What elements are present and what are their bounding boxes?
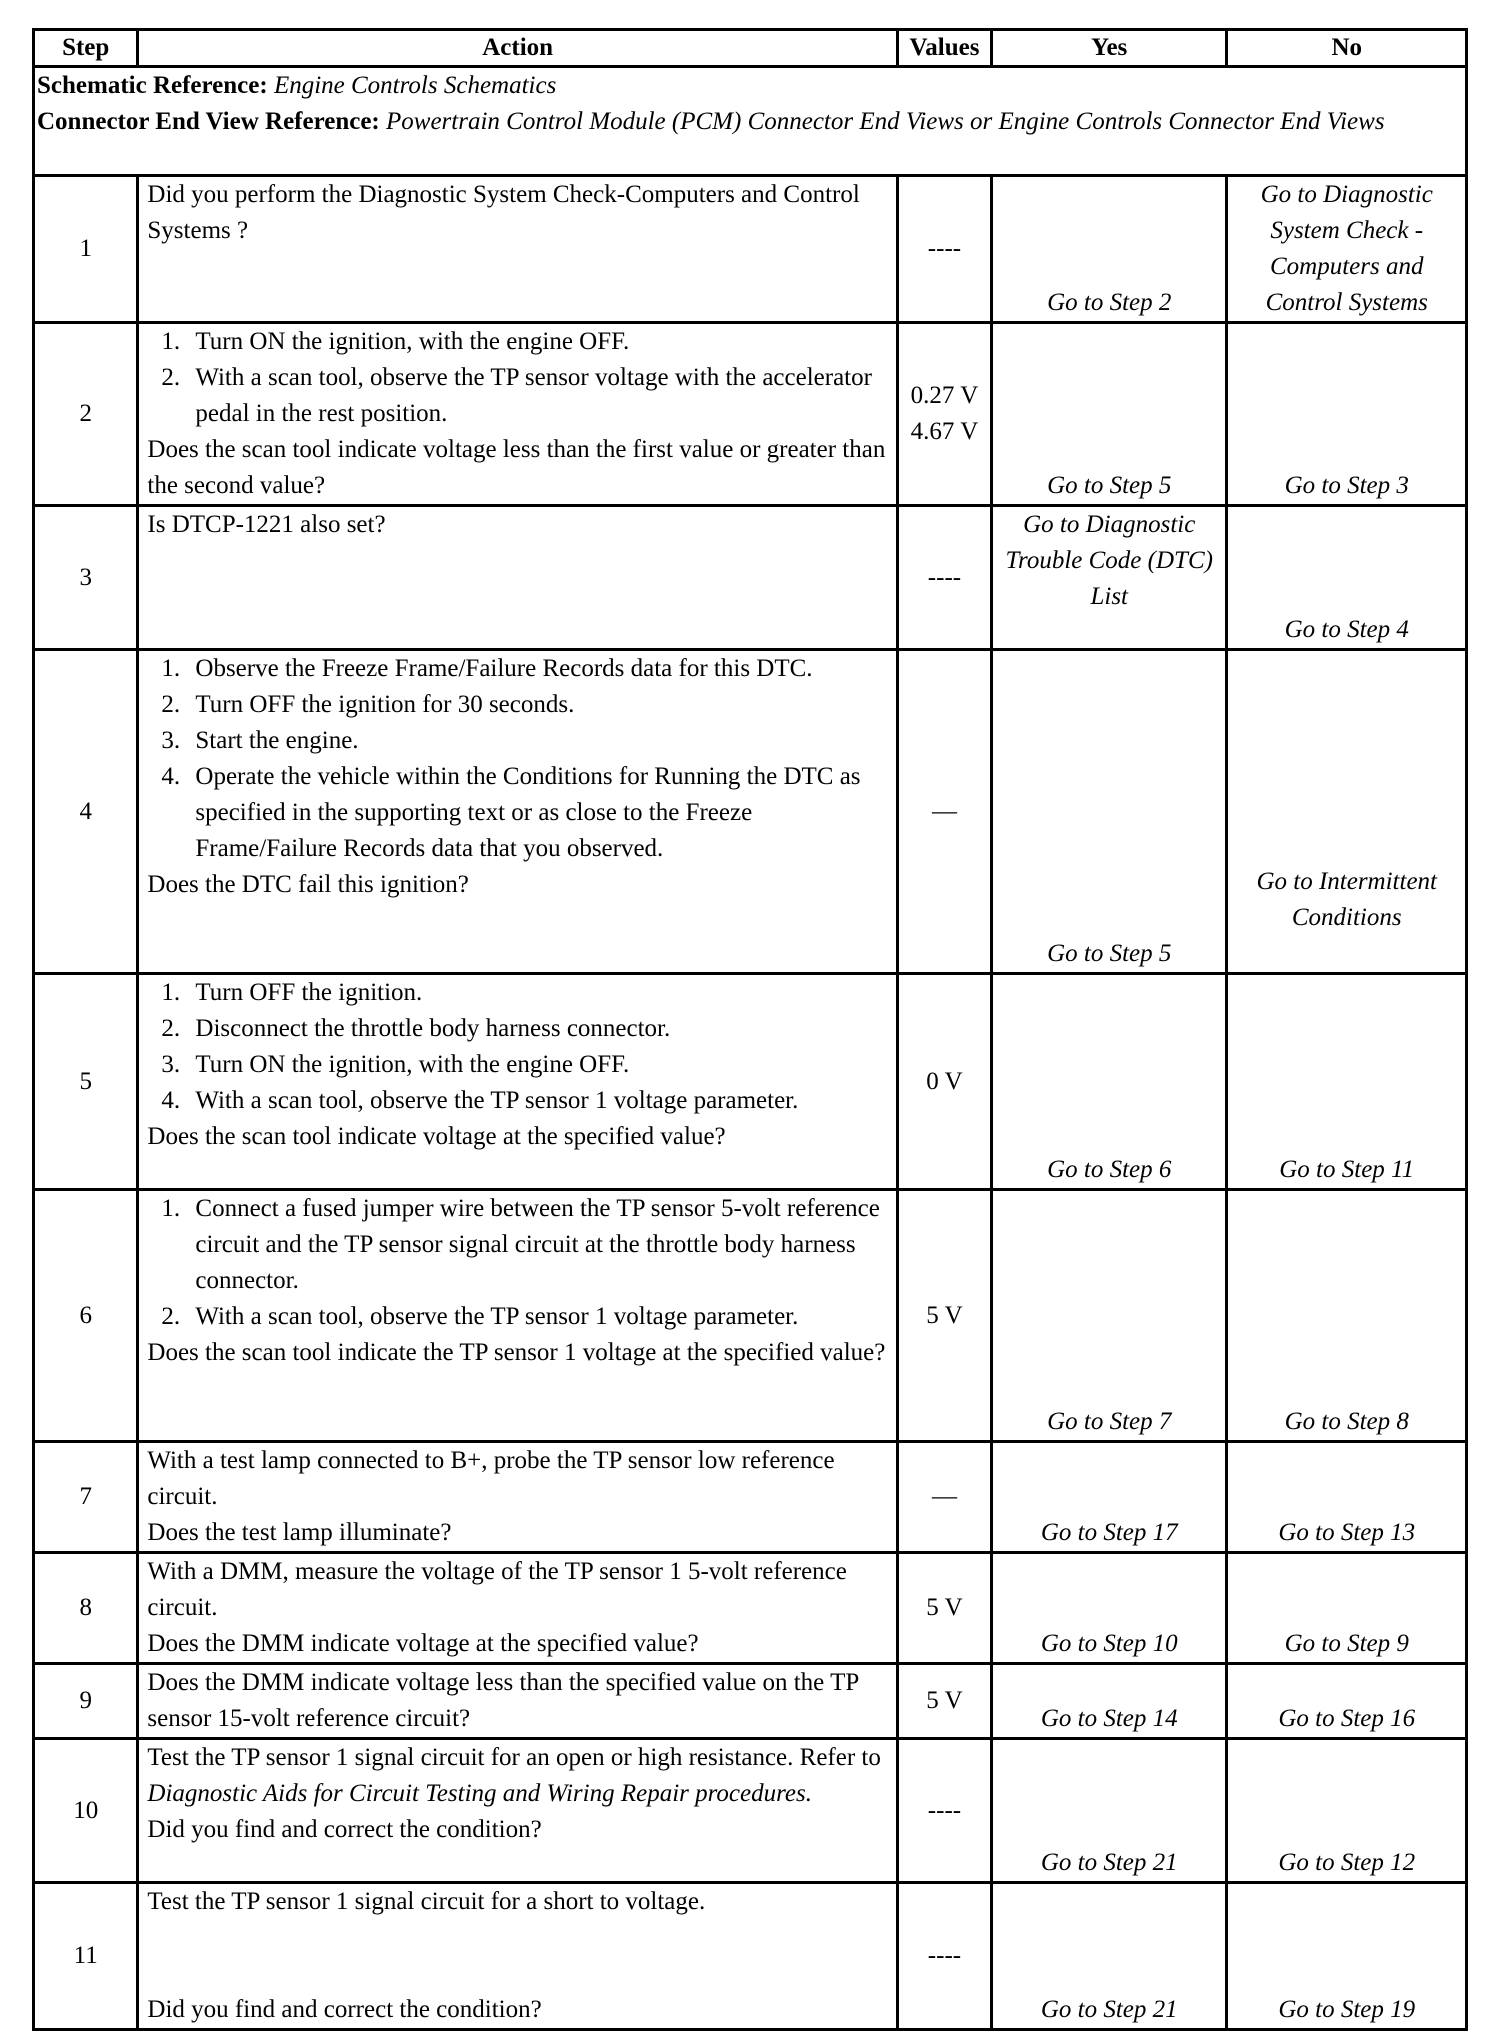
list-item: 3. Start the engine. [161,727,359,754]
no-link[interactable]: Go to Step 19 [1227,1883,1467,2030]
action-question: Does the DMM indicate voltage at the specified value? [147,1630,699,1657]
table-row [34,974,1467,1190]
action-text: With a DMM, measure the voltage of the TP sensor 1 5-volt reference circuit. [147,1558,847,1621]
step-number: 11 [34,1883,138,2030]
table-row [34,506,1467,650]
no-link[interactable]: Go to Step 9 [1227,1553,1467,1664]
table-row [34,323,1467,506]
action-text: Test the TP sensor 1 signal circuit for an open or high resistance. Refer to Diagnostic Aids for Circuit Testing and Wiring Repair procedures. [147,1744,881,1807]
values-cell: — [897,1442,991,1553]
action-text: Test the TP sensor 1 signal circuit for a short to voltage. [147,1888,706,1915]
step-number: 4 [34,650,138,974]
diagnostic-table [32,28,1468,2031]
action-question: Did you find and correct the condition? [147,1816,542,1843]
header-no: No [1227,30,1467,67]
step-number: 2 [34,323,138,506]
list-item: 2. With a scan tool, observe the TP sensor 1 voltage parameter. [161,1303,799,1330]
yes-link[interactable]: Go to Step 5 [992,323,1227,506]
action-question: Does the scan tool indicate voltage less than the first value or greater than the second value? [147,436,886,499]
no-link[interactable]: Go to Intermittent Conditions [1227,650,1467,974]
list-item: 2. With a scan tool, observe the TP sensor voltage with the accelerator pedal in the rest position. [161,364,872,427]
header-values: Values [897,30,991,67]
yes-link[interactable]: Go to Step 21 [992,1883,1227,2030]
step-number: 7 [34,1442,138,1553]
action-text: With a test lamp connected to B+, probe the TP sensor low reference circuit. [147,1447,835,1510]
action-text: Is DTCP-1221 also set? [147,511,386,538]
table-row [34,1190,1467,1442]
step-number: 9 [34,1664,138,1739]
no-link[interactable]: Go to Diagnostic System Check - Computers and Control Systems [1227,176,1467,323]
action-steps [147,651,887,867]
action-steps [147,975,887,1119]
table-row [34,1739,1467,1883]
reference-row [34,67,1467,176]
no-link[interactable]: Go to Step 16 [1227,1664,1467,1739]
diagnostic-table-document [32,28,1468,2031]
reference-cell [34,67,1467,176]
action-cell [138,1190,897,1442]
step-number: 1 [34,176,138,323]
values-cell: ---- [897,176,991,323]
list-item: 3. Turn ON the ignition, with the engine OFF. [161,1051,630,1078]
yes-link[interactable]: Go to Diagnostic Trouble Code (DTC) List [992,506,1227,650]
table-row [34,650,1467,974]
step-number: 5 [34,974,138,1190]
header-action: Action [138,30,897,67]
no-link[interactable]: Go to Step 4 [1227,506,1467,650]
list-item: 1. Connect a fused jumper wire between the TP sensor 5-volt reference circuit and the TP sensor signal circuit at the throttle body harness connector. [161,1195,880,1294]
yes-link[interactable]: Go to Step 21 [992,1739,1227,1883]
table-row [34,1883,1467,2030]
yes-link[interactable]: Go to Step 14 [992,1664,1227,1739]
no-link[interactable]: Go to Step 8 [1227,1190,1467,1442]
action-cell [138,1553,897,1664]
step-number: 6 [34,1190,138,1442]
list-item: 4. Operate the vehicle within the Conditions for Running the DTC as specified in the supporting text or as close to the Freeze Frame/Failure Records data that you observed. [161,763,861,862]
table-row [34,1664,1467,1739]
action-question: Does the scan tool indicate voltage at the specified value? [147,1123,726,1150]
action-cell [138,506,897,650]
action-question: Does the DTC fail this ignition? [147,871,469,898]
step-number: 3 [34,506,138,650]
list-item: 4. With a scan tool, observe the TP sensor 1 voltage parameter. [161,1087,799,1114]
action-cell [138,974,897,1190]
yes-link[interactable]: Go to Step 7 [992,1190,1227,1442]
action-question: Does the scan tool indicate the TP sensor 1 voltage at the specified value? [147,1339,886,1366]
list-item: 2. Disconnect the throttle body harness connector. [161,1015,671,1042]
values-cell: 5 V [897,1190,991,1442]
connector-reference-label: Connector End View Reference: [37,108,380,135]
no-link[interactable]: Go to Step 3 [1227,323,1467,506]
header-step: Step [34,30,138,67]
action-steps [147,1191,887,1335]
schematic-reference-label: Schematic Reference: [37,72,268,99]
action-steps [147,324,887,432]
table-row [34,1442,1467,1553]
action-question: Does the test lamp illuminate? [147,1519,452,1546]
yes-link[interactable]: Go to Step 5 [992,650,1227,974]
action-cell [138,323,897,506]
values-cell [897,323,991,506]
table-row [34,1553,1467,1664]
action-cell [138,1664,897,1739]
values-cell: — [897,650,991,974]
list-item: 2. Turn OFF the ignition for 30 seconds. [161,691,575,718]
no-link[interactable]: Go to Step 13 [1227,1442,1467,1553]
action-text: Does the DMM indicate voltage less than the specified value on the TP sensor 15-volt reference circuit? [147,1669,859,1732]
action-question: Did you find and correct the condition? [147,1996,542,2023]
yes-link[interactable]: Go to Step 10 [992,1553,1227,1664]
values-cell: 0 V [897,974,991,1190]
value-min: 0.27 V [910,382,979,409]
values-cell: ---- [897,506,991,650]
step-number: 10 [34,1739,138,1883]
connector-reference-value: Powertrain Control Module (PCM) Connector End Views or Engine Controls Connector End Views [386,108,1385,135]
action-text: Did you perform the Diagnostic System Check-Computers and Control Systems ? [147,181,860,244]
values-cell: 5 V [897,1553,991,1664]
action-cell [138,176,897,323]
list-item: 1. Turn OFF the ignition. [161,979,423,1006]
table-row [34,176,1467,323]
yes-link[interactable]: Go to Step 17 [992,1442,1227,1553]
yes-link[interactable]: Go to Step 6 [992,974,1227,1190]
no-link[interactable]: Go to Step 12 [1227,1739,1467,1883]
action-cell [138,1739,897,1883]
diagnostic-aids-link[interactable]: Diagnostic Aids for Circuit Testing and Wiring Repair procedures. [147,1780,812,1807]
values-cell: 5 V [897,1664,991,1739]
action-cell [138,1883,897,2030]
no-link[interactable]: Go to Step 11 [1227,974,1467,1190]
list-item: 1. Turn ON the ignition, with the engine OFF. [161,328,630,355]
values-cell: ---- [897,1883,991,2030]
step-number: 8 [34,1553,138,1664]
schematic-reference-value: Engine Controls Schematics [273,72,557,99]
action-cell [138,1442,897,1553]
header-yes: Yes [992,30,1227,67]
value-max: 4.67 V [910,418,979,445]
yes-link[interactable]: Go to Step 2 [992,176,1227,323]
action-cell [138,650,897,974]
header-row [34,30,1467,67]
values-cell: ---- [897,1739,991,1883]
list-item: 1. Observe the Freeze Frame/Failure Records data for this DTC. [161,655,813,682]
